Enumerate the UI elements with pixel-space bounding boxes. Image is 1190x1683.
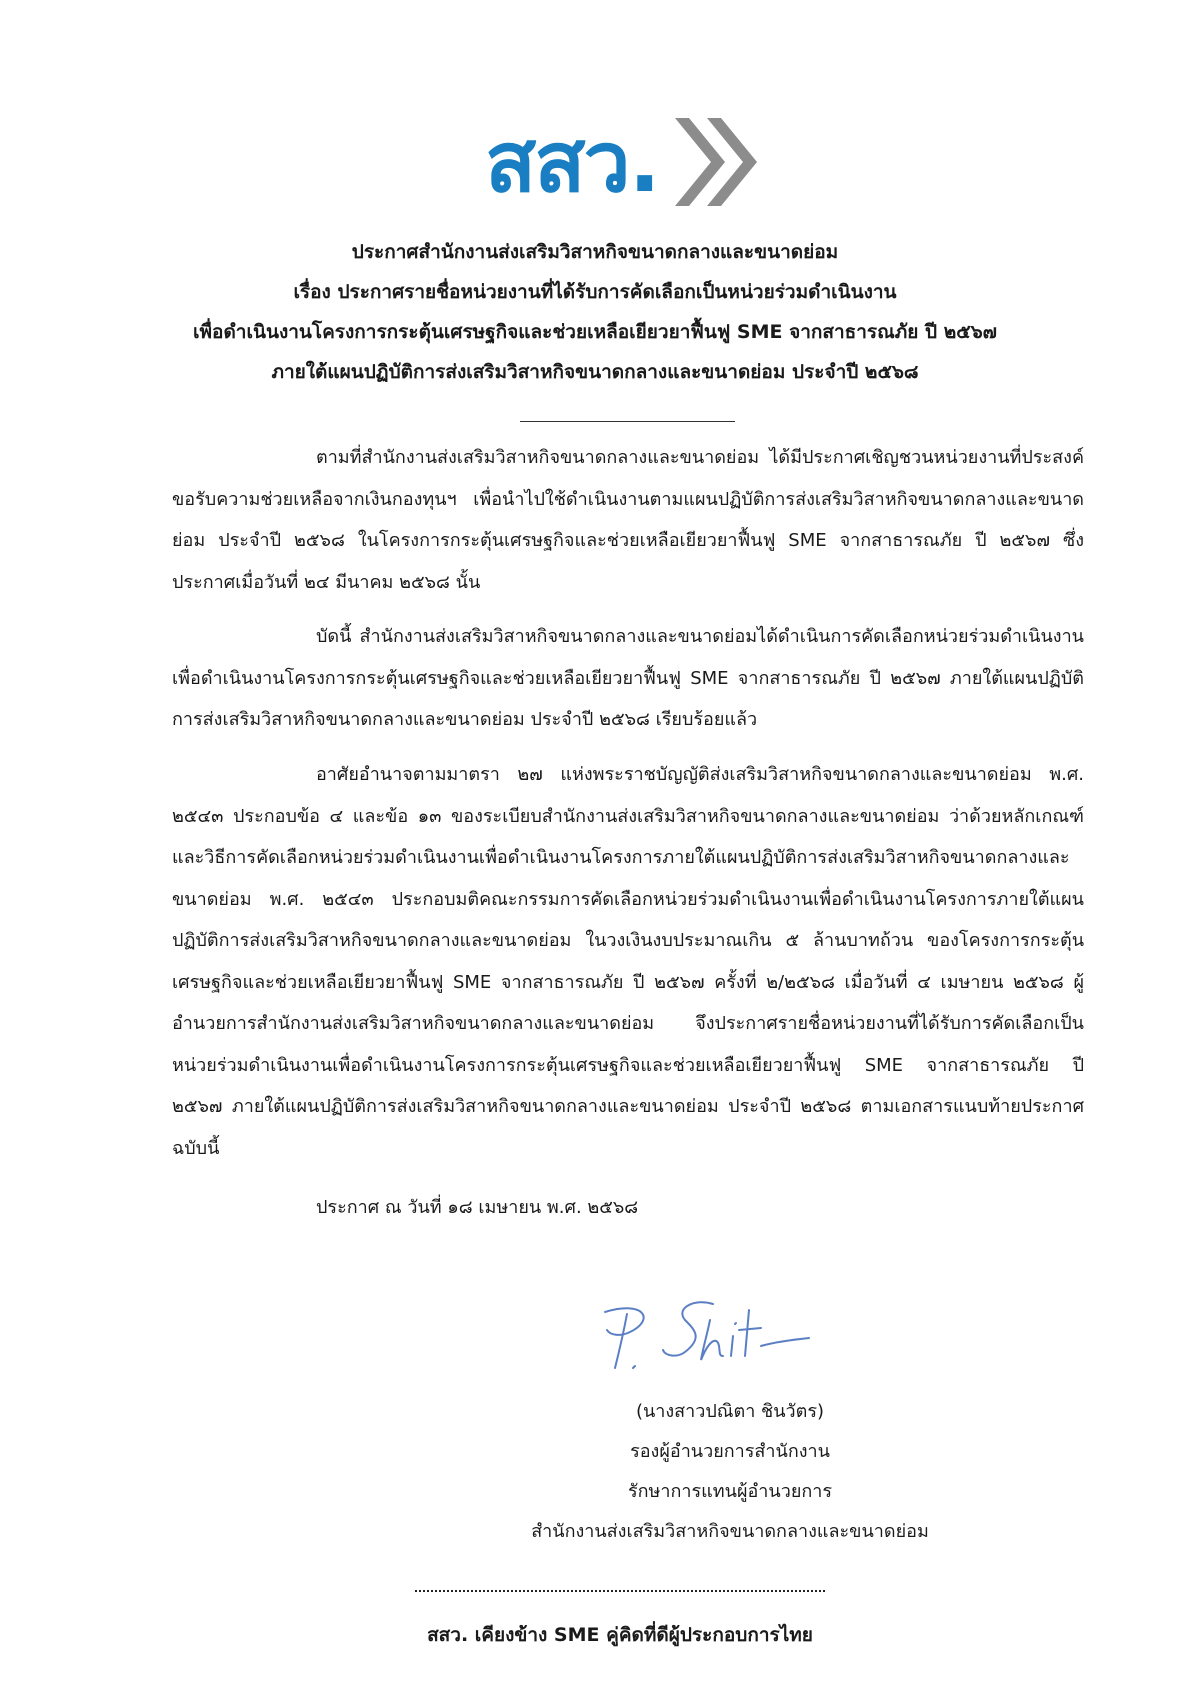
- osmep-logo: [485, 112, 795, 217]
- footer-slogan: สสว. เคียงข้าง SME คู่คิดที่ดีผู้ประกอบการไทย: [427, 1624, 813, 1646]
- signatory-position: รองผู้อำนวยการสำนักงาน: [630, 1441, 830, 1462]
- signatory-block: [440, 1392, 1020, 1552]
- title-line-1: ประกาศสำนักงานส่งเสริมวิสาหกิจขนาดกลางและขนาดย่อม: [351, 241, 839, 263]
- footer-divider: [415, 1590, 825, 1592]
- announcement-date: ประกาศ ณ วันที่ ๑๘ เมษายน พ.ศ. ๒๕๖๘: [316, 1197, 639, 1218]
- signatory-organization: สำนักงานส่งเสริมวิสาหกิจขนาดกลางและขนาดย่อม: [531, 1521, 929, 1542]
- title-divider: [520, 421, 735, 422]
- handwritten-signature: [585, 1290, 815, 1375]
- title-line-2: เรื่อง ประกาศรายชื่อหน่วยงานที่ได้รับการคัดเลือกเป็นหน่วยร่วมดำเนินงาน: [293, 281, 897, 303]
- title-line-3: เพื่อดำเนินงานโครงการกระตุ้นเศรษฐกิจและช่วยเหลือเยียวยาฟื้นฟู SME จากสาธารณภัย ปี ๒๕๖๗: [193, 321, 997, 343]
- paragraph-3: อาศัยอำนาจตามมาตรา ๒๗ แห่งพระราชบัญญัติส่งเสริมวิสาหกิจขนาดกลางและขนาดย่อม พ.ศ. ๒๕๔๓ ประกอบข้อ ๔ และข้อ ๑๓ ของระเบียบสำนักงานส่งเสริมวิสาหกิจขนาดกลางและขนาดย่อม ว่าด้วยหลักเกณฑ์และวิธีการคัดเลือกหน่วยร่วมดำเนินงานเพื่อดำเนินงานโครงการภายใต้แผนปฏิบัติการส่งเสริมวิสาหกิจขนาดกลางและขนาดย่อม พ.ศ. ๒๕๔๓ ประกอบมติคณะกรรมการคัดเลือกหน่วยร่วมดำเนินงานเพื่อดำเนินงานโครงการภายใต้แผนปฏิบัติการส่งเสริมวิสาหกิจขนาดกลางและขนาดย่อม ในวงเงินงบประมาณเกิน ๕ ล้านบาทถ้วน ของโครงการกระตุ้นเศรษฐกิจและช่วยเหลือเยียวยาฟื้นฟู SME จากสาธารณภัย ปี ๒๕๖๗ ครั้งที่ ๒/๒๕๖๘ เมื่อวันที่ ๔ เมษายน ๒๕๖๘ ผู้อำนวยการสำนักงานส่งเสริมวิสาหกิจขนาดกลางและขนาดย่อม จึงประกาศรายชื่อหน่วยงานที่ได้รับการคัดเลือกเป็นหน่วยร่วมดำเนินงานเพื่อดำเนินงานโครงการกระตุ้นเศรษฐกิจและช่วยเหลือเยียวยาฟื้นฟู SME จากสาธารณภัย ปี ๒๕๖๗ ภายใต้แผนปฏิบัติการส่งเสริมวิสาหกิจขนาดกลางและขนาดย่อม ประจำปี ๒๕๖๘ ตามเอกสารแนบท้ายประกาศฉบับนี้: [172, 764, 1084, 1159]
- logo-wordmark: สสว.: [485, 113, 659, 211]
- double-chevron-icon: [673, 112, 768, 212]
- paragraph-2: บัดนี้ สำนักงานส่งเสริมวิสาหกิจขนาดกลางและขนาดย่อมได้ดำเนินการคัดเลือกหน่วยร่วมดำเนินงานเพื่อดำเนินงานโครงการกระตุ้นเศรษฐกิจและช่วยเหลือเยียวยาฟื้นฟู SME จากสาธารณภัย ปี ๒๕๖๗ ภายใต้แผนปฏิบัติการส่งเสริมวิสาหกิจขนาดกลางและขนาดย่อม ประจำปี ๒๕๖๘ เรียบร้อยแล้ว: [172, 626, 1084, 730]
- signatory-name: (นางสาวปณิตา ชินวัตร): [635, 1401, 825, 1422]
- announcement-title: [60, 232, 1130, 392]
- signatory-acting-position: รักษาการแทนผู้อำนวยการ: [627, 1481, 833, 1502]
- title-line-4: ภายใต้แผนปฏิบัติการส่งเสริมวิสาหกิจขนาดกลางและขนาดย่อม ประจำปี ๒๕๖๘: [271, 361, 919, 383]
- paragraph-1: ตามที่สำนักงานส่งเสริมวิสาหกิจขนาดกลางและขนาดย่อม ได้มีประกาศเชิญชวนหน่วยงานที่ประสงค์ขอรับความช่วยเหลือจากเงินกองทุนฯ เพื่อนำไปใช้ดำเนินงานตามแผนปฏิบัติการส่งเสริมวิสาหกิจขนาดกลางและขนาดย่อม ประจำปี ๒๕๖๘ ในโครงการกระตุ้นเศรษฐกิจและช่วยเหลือเยียวยาฟื้นฟู SME จากสาธารณภัย ปี ๒๕๖๗ ซึ่งประกาศเมื่อวันที่ ๒๔ มีนาคม ๒๕๖๘ นั้น: [172, 447, 1084, 593]
